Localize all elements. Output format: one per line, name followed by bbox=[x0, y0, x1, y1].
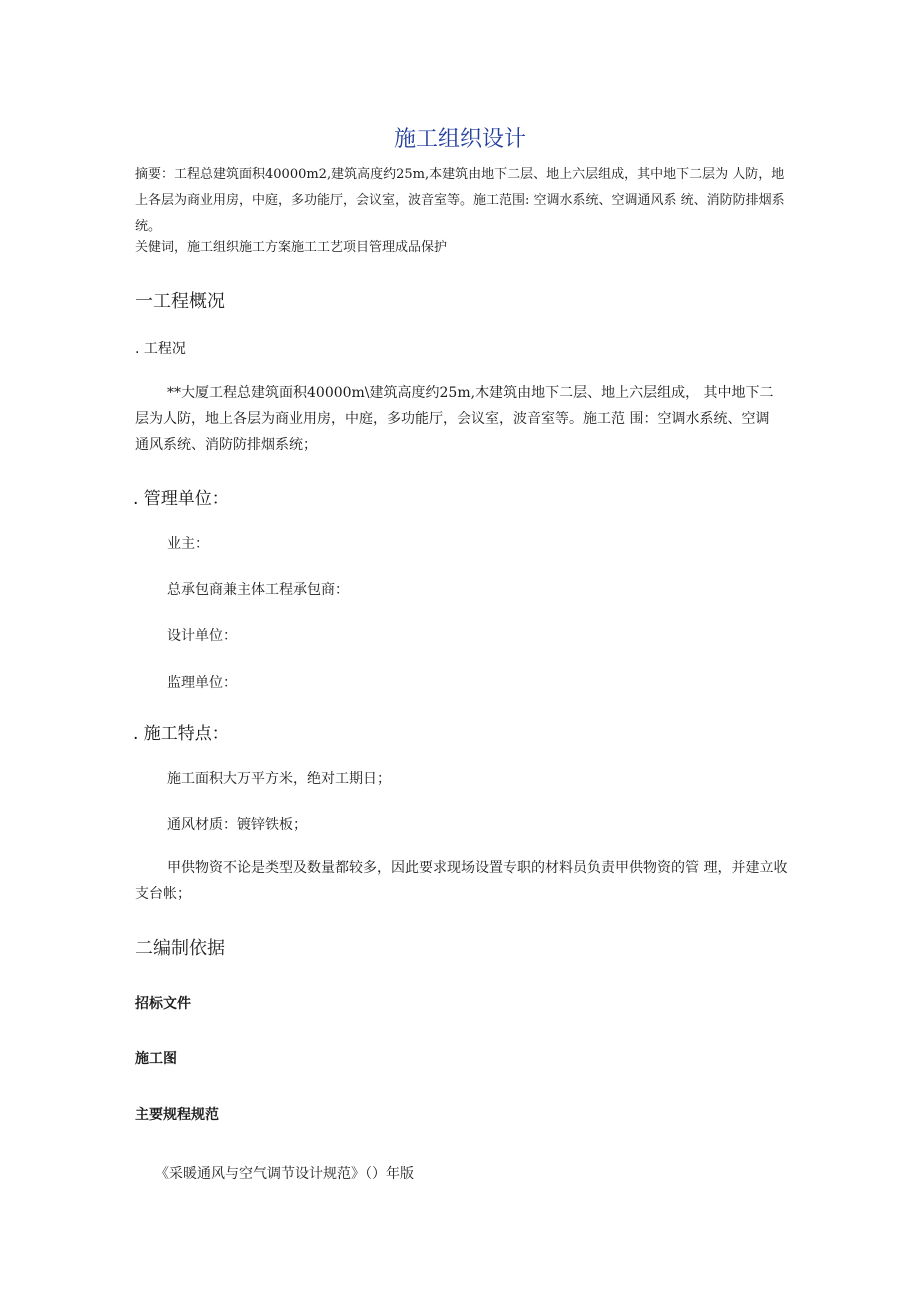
management-item-supervisor: 监理单位： bbox=[167, 675, 237, 691]
abstract-text: 摘要：工程总建筑面积40000m2,建筑高度约25m,本建筑由地下二层、地上六层组成，其中地下二层为 人防，地上各层为商业用房，中庭，多功能厅，会议室，波音室等。施工范围: 空调水系统、空调通风系 统、消防防排烟系统。 bbox=[135, 167, 785, 234]
section-heading-project-overview: 一工程概况 bbox=[135, 291, 225, 312]
document-title: 施工组织设计 bbox=[393, 127, 526, 152]
management-item-designer: 设计单位： bbox=[167, 628, 237, 644]
subheading-management-units: . 管理单位： bbox=[133, 489, 229, 509]
basis-item-drawings: 施工图 bbox=[135, 1051, 177, 1067]
keywords-text: 关健词，施工组织施工方案施工工艺项目管理成品保护 bbox=[135, 240, 448, 255]
section-heading-basis: 二编制依据 bbox=[135, 938, 225, 959]
subheading-project-status: . 工程况 bbox=[135, 341, 186, 357]
standard-reference: 《采暖通风与空气调节设计规范》（）年版 bbox=[155, 1166, 414, 1182]
management-item-owner: 业主： bbox=[167, 536, 209, 552]
feature-item-area: 施工面积大万平方米，绝对工期日； bbox=[167, 771, 391, 787]
basis-item-regulations: 主要规程规范 bbox=[135, 1107, 219, 1123]
feature-item-material: 通风材质：镀锌铁板； bbox=[167, 817, 307, 833]
subheading-construction-features: . 施工特点： bbox=[133, 724, 229, 744]
project-description-paragraph: **大厦工程总建筑面积40000m\建筑高度约25m,木建筑由地下二层、地上六层组成， 其中地下二层为人防，地上各层为商业用房，中庭，多功能厅，会议室，波音室等。施工范 围：空调水系统、空调通风系统、消防防排烟系统； bbox=[135, 385, 774, 453]
management-item-contractor: 总承包商兼主体工程承包商： bbox=[167, 582, 349, 598]
basis-item-tender-docs: 招标文件 bbox=[135, 996, 191, 1012]
supply-materials-paragraph: 甲供物资不论是类型及数量都较多，因此要求现场设置专职的材料员负责甲供物资的管 理，并建立收支台帐； bbox=[135, 860, 788, 902]
